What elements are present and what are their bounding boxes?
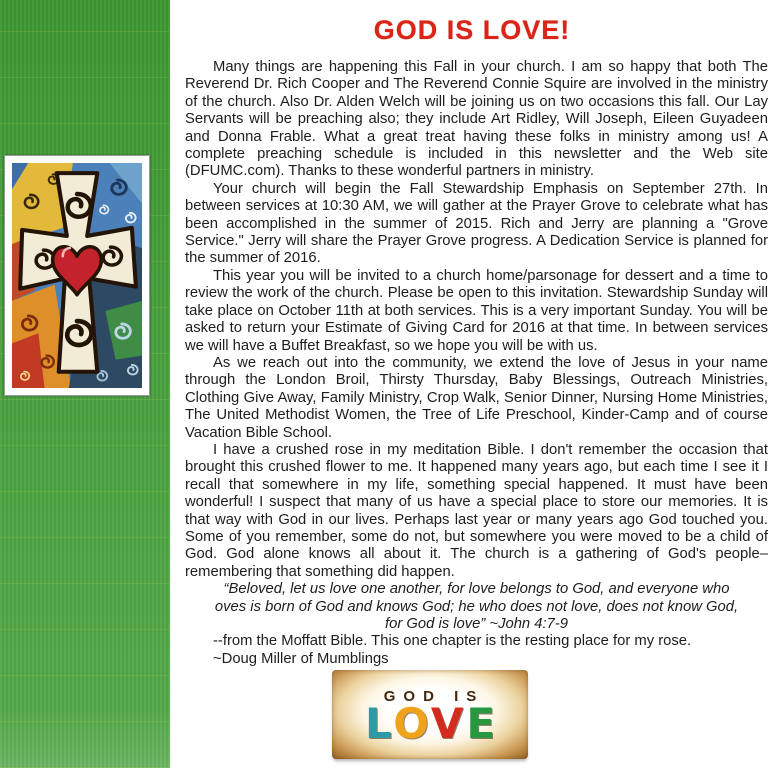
god-is-love-logo [332, 670, 528, 759]
closing-line-moffatt: --from the Moffatt Bible. This one chapter is the resting place for my rose. [213, 633, 692, 650]
scripture-quote [185, 581, 768, 633]
logo-letter: L [364, 698, 394, 748]
logo-letter: E [466, 698, 499, 748]
article-paragraph: Your church will begin the Fall Stewardship Emphasis on September 27th. In between services at 10:30 AM, we will gather at the Prayer Grove to celebrate what has been accomplished in the summer of 2015. Rich and Jerry are planning a "Grove Service." Jerry will share the Prayer Grove progress. A Dedication Service is planned for the summer of 2016. [185, 180, 768, 267]
article-paragraph: I have a crushed rose in my meditation Bible. I don't remember the occasion that brought this crushed flower to me. It happened many years ago, but each time I see it I recall that somewhere in my life, something special happened. It must have been wonderful! I suspect that many of us have a special place to store our memories. It is that way with God in our lives. Perhaps last year or many years ago God touched you. Some of you remember, some do not, but somewhere you were moved to be a child of God. God alone knows all about it. The church is a gathering of God's people–remembering that something did happen. [185, 441, 768, 580]
logo-top-text: GOD IS [383, 687, 485, 705]
logo-letter: O [393, 698, 431, 748]
swirl-cross-heart-artwork [12, 163, 142, 388]
quote-line: oves is born of God and knows God; he who does not love, does not know God, [214, 598, 739, 615]
page-title: GOD IS LOVE! [373, 15, 571, 45]
logo-letter: V [430, 698, 467, 748]
cross-artwork-frame [4, 155, 150, 396]
logo-love-word [364, 698, 499, 748]
quote-line: for God is love” ~John 4:7-9 [384, 616, 568, 632]
quote-line: “Beloved, let us love one another, for love belongs to God, and everyone who [223, 581, 730, 598]
article-paragraph: Many things are happening this Fall in your church. I am so happy that both The Reverend Dr. Rich Cooper and The Reverend Connie Squire are involved in the ministry of the church. Also Dr. Alden Welch will be joining us on two occasions this fall. Our Lay Servants will be preaching also; they include Art Ridley, Will Joseph, Eileen Guyadeen and Donna Frable. What a great treat having these folks in ministry among us! A complete preaching schedule is included in this newsletter and the Web site (DFUMC.com). Thanks to these wonderful partners in ministry. [185, 59, 768, 180]
content-column [170, 0, 774, 768]
article-body [185, 59, 768, 668]
closing-line-author: ~Doug Miller of Mumblings [213, 650, 389, 667]
article-paragraph: This year you will be invited to a church home/parsonage for dessert and a time to review the work of the church. Please be open to this invitation. Stewardship Sunday will take place on October 11th at both services. This is a very important Sunday. You will be asked to return your Estimate of Giving Card for 2016 at that time. In between services we will have a Buffet Breakfast, so we hope you will be with us. [185, 267, 768, 354]
article-paragraph: As we reach out into the community, we extend the love of Jesus in your name through the London Broil, Thirsty Thursday, Baby Blessings, Outreach Ministries, Clothing Give Away, Family Ministry, Crop Walk, Senior Dinner, Nursing Home Ministries, The United Methodist Women, the Tree of Life Preschool, Kinder-Camp and of course Vacation Bible School. [185, 354, 768, 441]
